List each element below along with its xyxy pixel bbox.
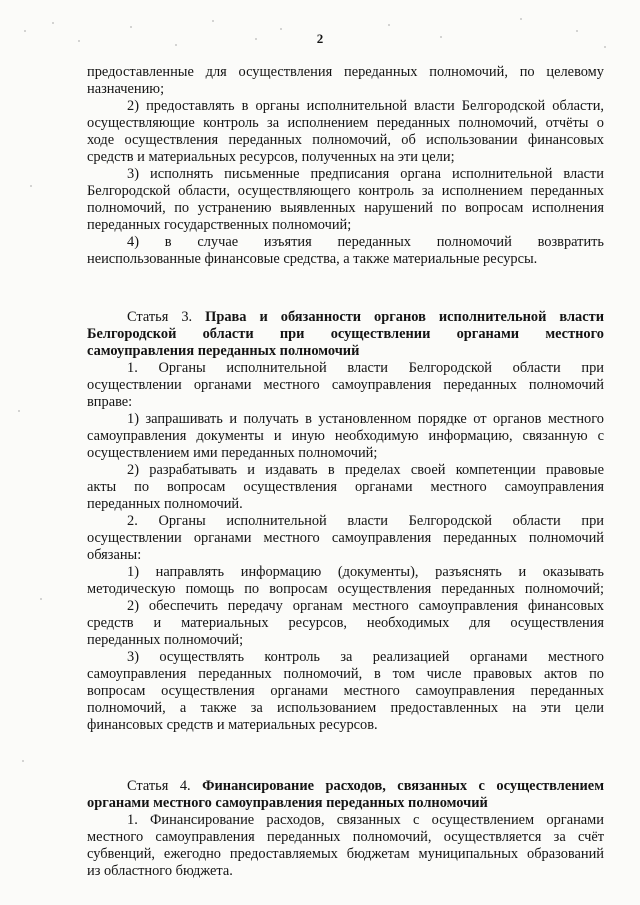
- text-line: 1. Финансирование расходов, связанных с осуществлением органами: [127, 812, 604, 828]
- text-line: 1. Органы исполнительной власти Белгородской области при: [127, 360, 604, 376]
- text-line: 3) исполнять письменные предписания органа исполнительной власти: [127, 166, 604, 182]
- text-line: осуществляющие контроль за исполнением переданных полномочий, отчёты о: [87, 115, 604, 131]
- text-line: методическую помощь по вопросам осуществления переданных полномочий;: [87, 581, 604, 597]
- text-line: Белгородской области, осуществляющего контроль за исполнением переданных: [87, 183, 604, 199]
- text-line: полномочий, по устранению выявленных нарушений по вопросам исполнения: [87, 200, 604, 216]
- intro-paragraphs: [87, 64, 604, 268]
- text-line: финансовых средств и материальных ресурсов.: [87, 717, 378, 733]
- text-line: 2) разрабатывать и издавать в пределах своей компетенции правовые: [127, 462, 604, 478]
- article-3-heading-line-2: Белгородской области при осуществлении органами местного: [87, 326, 604, 342]
- text-line: 1) запрашивать и получать в установленном порядке от органов местного: [127, 411, 604, 427]
- text-line: неиспользованные финансовые средства, а также материальные ресурсы.: [87, 251, 538, 267]
- text-line: средств и материальных ресурсов, полученных на эти цели;: [87, 149, 455, 165]
- text-line: 4) в случае изъятия переданных полномочий возвратить: [127, 234, 604, 250]
- text-line: местного самоуправления переданных полномочий, осуществляется за счёт: [87, 829, 604, 845]
- text-line: 2) обеспечить передачу органам местного самоуправления финансовых: [127, 598, 604, 614]
- text-line: назначению;: [87, 81, 165, 97]
- article-3: [87, 309, 604, 734]
- text-line: 2) предоставлять в органы исполнительной власти Белгородской области,: [127, 98, 604, 114]
- article-4-title: Финансирование расходов, связанных с осуществлением: [202, 778, 604, 794]
- article-3-heading-line-1: [87, 309, 604, 326]
- text-line: 2. Органы исполнительной власти Белгородской области при: [127, 513, 604, 529]
- article-4-heading-line-1: [87, 778, 604, 795]
- text-line: переданных полномочий;: [87, 632, 244, 648]
- article-4: [87, 778, 604, 880]
- text-line: осуществлении органами местного самоуправления переданных полномочий: [87, 377, 604, 393]
- text-line: осуществлением ими переданных полномочий;: [87, 445, 378, 461]
- text-line: субвенций, ежегодно предоставляемых бюджетам муниципальных образований: [87, 846, 604, 862]
- text-line: самоуправления документы и иную необходимую информацию, связанную с: [87, 428, 604, 444]
- text-line: обязаны:: [87, 547, 142, 563]
- text-line: 1) направлять информацию (документы), разъяснять и оказывать: [127, 564, 604, 580]
- text-line: вопросам осуществления органами местного самоуправления переданных: [87, 683, 604, 699]
- article-4-heading-line-2: органами местного самоуправления переданных полномочий: [87, 795, 488, 811]
- text-line: осуществлении органами местного самоуправления переданных полномочий: [87, 530, 604, 546]
- text-line: акты по вопросам осуществления органами местного самоуправления: [87, 479, 604, 495]
- article-3-heading-line-3: самоуправления переданных полномочий: [87, 343, 360, 359]
- text-line: ходе осуществления переданных полномочий, об использовании финансовых: [87, 132, 604, 148]
- article-3-prefix: Статья 3.: [127, 309, 193, 325]
- text-line: 3) осуществлять контроль за реализацией органами местного: [127, 649, 604, 665]
- text-line: переданных полномочий.: [87, 496, 243, 512]
- text-line: средств и материальных ресурсов, необходимых для осуществления: [87, 615, 604, 631]
- text-line: полномочий, а также за использованием предоставленных на эти цели: [87, 700, 604, 716]
- text-line: вправе:: [87, 394, 133, 410]
- page-number: 2: [316, 31, 324, 46]
- text-line: предоставленные для осуществления переданных полномочий, по целевому: [87, 64, 604, 80]
- article-4-prefix: Статья 4.: [127, 778, 191, 794]
- text-line: из областного бюджета.: [87, 863, 233, 879]
- article-3-title: Права и обязанности органов исполнительной власти: [205, 309, 604, 325]
- text-line: переданных государственных полномочий;: [87, 217, 352, 233]
- text-line: самоуправления переданных полномочий, в том числе правовых актов по: [87, 666, 604, 682]
